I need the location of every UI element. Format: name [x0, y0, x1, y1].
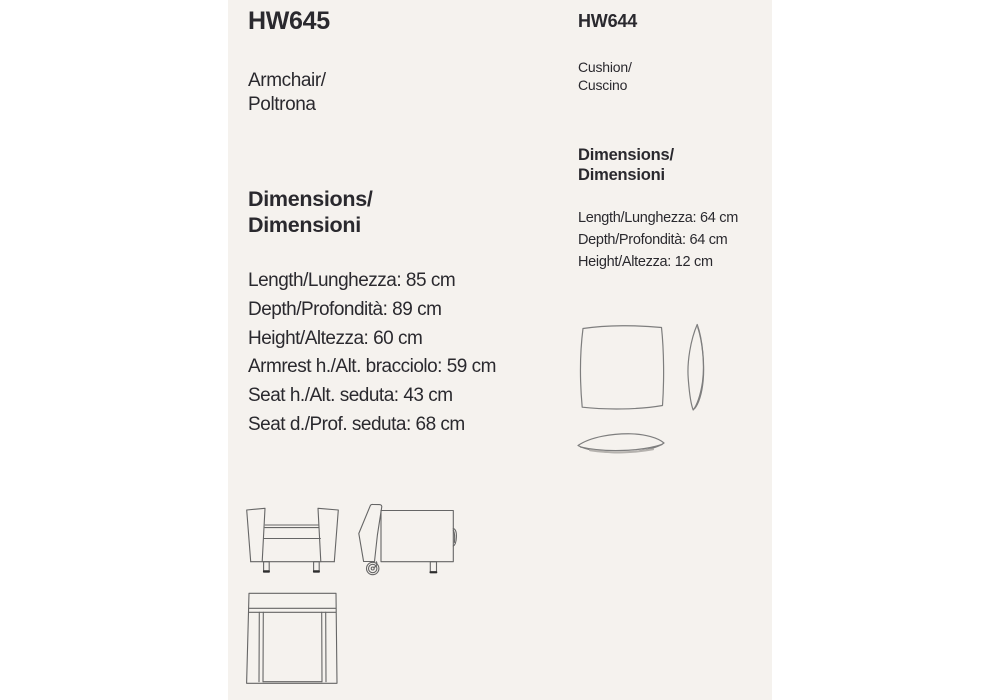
- cushion-front-view-drawing: [575, 321, 669, 413]
- product-code-cushion: HW644: [578, 11, 638, 31]
- product-type-armchair-en: Armchair/: [248, 70, 326, 91]
- product-type-cushion-en: Cushion/: [578, 59, 632, 75]
- product-type-cushion-it: Cuscino: [578, 77, 628, 93]
- cushion-top-view-drawing: [575, 429, 667, 457]
- dimension-line: Length/Lunghezza: 64 cm: [578, 210, 738, 226]
- cushion-side-view-drawing: [686, 320, 708, 412]
- dimensions-heading-armchair-it: Dimensioni: [248, 213, 361, 237]
- product-code-armchair: HW645: [248, 7, 330, 35]
- armchair-side-view-drawing: [352, 500, 458, 580]
- dimension-line: Depth/Profondità: 64 cm: [578, 232, 728, 248]
- product-type-armchair-it: Poltrona: [248, 94, 316, 115]
- product-type-cushion: [578, 58, 632, 94]
- dimensions-heading-armchair: [248, 186, 373, 238]
- dimension-line: Length/Lunghezza: 85 cm: [248, 270, 456, 291]
- dimensions-heading-cushion: [578, 146, 674, 185]
- dimension-line: Seat h./Alt. seduta: 43 cm: [248, 385, 453, 407]
- dimension-line: Armrest h./Alt. bracciolo: 59 cm: [248, 356, 496, 378]
- dimensions-list-cushion: [578, 207, 738, 273]
- dimensions-heading-cushion-en: Dimensions/: [578, 146, 674, 164]
- dimension-line: Seat d./Prof. seduta: 68 cm: [248, 413, 465, 435]
- dimensions-heading-cushion-it: Dimensioni: [578, 165, 665, 184]
- armchair-front-view-drawing: [242, 503, 342, 578]
- dimension-line: Height/Altezza: 60 cm: [248, 327, 423, 349]
- armchair-top-view-drawing: [246, 591, 338, 685]
- dimensions-list-armchair: [248, 267, 496, 440]
- dimensions-heading-armchair-en: Dimensions/: [248, 187, 373, 211]
- dimension-line: Height/Altezza: 12 cm: [578, 254, 713, 270]
- product-type-armchair: [248, 69, 326, 117]
- dimension-line: Depth/Profondità: 89 cm: [248, 298, 442, 320]
